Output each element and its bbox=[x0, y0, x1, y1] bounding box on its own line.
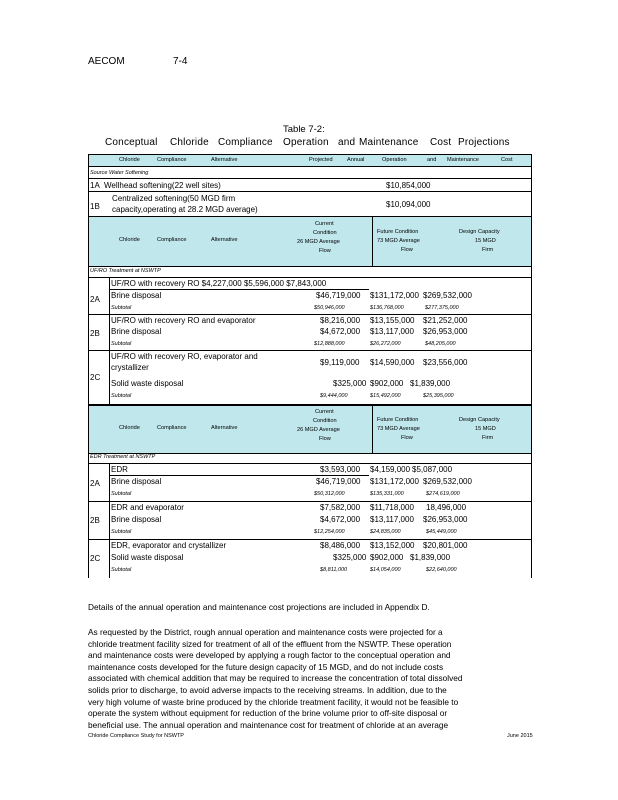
row-val: $13,155,000 bbox=[370, 316, 415, 325]
row-val: $902,000 bbox=[370, 553, 404, 562]
footer-study: Chloride Compliance Study for NSWTP bbox=[88, 733, 184, 739]
row-val: $45,449,000 bbox=[426, 529, 457, 535]
row-desc: Centralized softening(50 MGD firm bbox=[112, 194, 236, 203]
company-name: AECOM bbox=[88, 56, 125, 67]
row-val: $274,619,000 bbox=[426, 491, 460, 497]
title-word: Projections bbox=[458, 137, 510, 148]
row-val: $8,811,000 bbox=[320, 567, 348, 573]
subtotal-label: Subtotal bbox=[111, 305, 132, 311]
row-val: $48,205,000 bbox=[425, 341, 456, 347]
row-val: $9,119,000 bbox=[320, 358, 360, 367]
row-val: $4,672,000 bbox=[320, 327, 361, 336]
cost-table bbox=[88, 154, 532, 578]
row-val: $22,640,000 bbox=[426, 567, 457, 573]
row-val: $4,159,000 bbox=[370, 465, 411, 474]
title-word: Maintenance bbox=[359, 137, 419, 148]
footer-date: June 2015 bbox=[507, 733, 533, 739]
row-val: $1,839,000 bbox=[410, 553, 451, 562]
page-number: 7-4 bbox=[173, 56, 188, 67]
row-val: $13,117,000 bbox=[370, 327, 414, 336]
row-id: 2B bbox=[90, 516, 100, 525]
row-val: $46,719,000 bbox=[316, 477, 361, 486]
subtotal-label: Subtotal bbox=[111, 491, 132, 497]
row-desc: Wellhead softening(22 well sites) bbox=[104, 181, 221, 190]
row-val: $26,953,000 bbox=[423, 515, 468, 524]
row-val: $23,556,000 bbox=[423, 358, 468, 367]
row-val: $21,252,000 bbox=[423, 316, 468, 325]
row-desc: Brine disposal bbox=[111, 477, 162, 486]
row-val: $269,532,000 bbox=[423, 291, 472, 300]
title-word: Cost bbox=[430, 137, 452, 148]
row-val: $135,331,000 bbox=[370, 491, 404, 497]
row-val: $4,672,000 bbox=[320, 515, 361, 524]
section-label: Source Water Softening bbox=[90, 170, 149, 176]
row-val: $12,254,000 bbox=[314, 529, 345, 535]
row-desc: EDR, evaporator and crystallizer bbox=[111, 541, 227, 550]
row-val: $5,087,000 bbox=[412, 465, 453, 474]
row-val: $131,172,000 bbox=[370, 477, 419, 486]
row-val: $8,486,000 bbox=[320, 541, 361, 550]
row-desc: Brine disposal bbox=[111, 291, 162, 300]
row-val: $46,719,000 bbox=[316, 291, 361, 300]
row-desc: Brine disposal bbox=[111, 515, 162, 524]
row-id: 1B bbox=[90, 202, 100, 211]
row-val: 18,496,000 bbox=[426, 503, 467, 512]
title-word: Conceptual bbox=[105, 137, 158, 148]
row-val: $1,839,000 bbox=[410, 379, 451, 388]
title-word: Operation bbox=[283, 137, 329, 148]
subtotal-label: Subtotal bbox=[111, 567, 132, 573]
appendix-sentence: Details of the annual operation and maintenance cost projections are included in Appendix D. bbox=[88, 602, 430, 612]
row-val: $15,492,000 bbox=[370, 393, 401, 399]
row-val: $11,718,000 bbox=[370, 503, 414, 512]
title-word: Compliance bbox=[218, 137, 273, 148]
row-val: $13,152,000 bbox=[370, 541, 415, 550]
row-val: $26,272,000 bbox=[370, 341, 401, 347]
row-val: $50,946,000 bbox=[314, 305, 345, 311]
column-header-bar: Chloride Compliance Alternative Current Condition 26 MGD Average Flow Future Condition 73 MGD Average Flow Design Capacity 15 MGD Firm bbox=[88, 216, 532, 267]
row-val: $25,395,000 bbox=[423, 393, 454, 399]
row-val: $20,801,000 bbox=[423, 541, 468, 550]
row-val: $13,117,000 bbox=[370, 515, 414, 524]
row-val: $3,593,000 bbox=[320, 465, 361, 474]
row-val: $131,172,000 bbox=[370, 291, 419, 300]
title-word: Chloride bbox=[170, 137, 209, 148]
row-desc: Solid waste disposal bbox=[111, 379, 184, 388]
row-desc: Brine disposal bbox=[111, 327, 162, 336]
row-id: 2B bbox=[90, 329, 100, 338]
row-cost: $10,094,000 bbox=[386, 200, 431, 209]
table-label: Table 7-2: bbox=[283, 124, 325, 135]
row-val: $902,000 bbox=[370, 379, 404, 388]
row-val: $9,444,000 bbox=[320, 393, 348, 399]
row-id: 2A bbox=[90, 295, 100, 304]
row-desc: capacity,operating at 28.2 MGD average) bbox=[112, 205, 258, 214]
row-val: $277,375,000 bbox=[425, 305, 459, 311]
row-desc: Solid waste disposal bbox=[111, 553, 184, 562]
row-desc: UF/RO with recovery RO $4,227,000 $5,596,000 $7,843,000 bbox=[111, 279, 327, 288]
row-val: $24,835,000 bbox=[370, 529, 401, 535]
row-val: $8,216,000 bbox=[320, 316, 361, 325]
row-val: $14,590,000 bbox=[370, 358, 415, 367]
row-id: 2C bbox=[90, 554, 101, 563]
subtotal-label: Subtotal bbox=[111, 529, 132, 535]
title-word: and bbox=[338, 137, 356, 148]
row-val: $26,953,000 bbox=[423, 327, 468, 336]
row-val: $136,768,000 bbox=[370, 305, 404, 311]
row-desc: UF/RO with recovery RO and evaporator bbox=[111, 316, 256, 325]
section-label: EDR Treatment at NSWTP bbox=[90, 454, 156, 460]
row-val: $14,054,000 bbox=[370, 567, 401, 573]
row-val: $7,582,000 bbox=[320, 503, 361, 512]
column-header-bar: Chloride Compliance Alternative Current Condition 26 MGD Average Flow Future Condition 73 MGD Average Flow Design Capacity 15 MGD Firm bbox=[88, 405, 532, 454]
row-desc: EDR bbox=[111, 465, 128, 474]
row-val: $50,312,000 bbox=[314, 491, 345, 497]
subtotal-label: Subtotal bbox=[111, 393, 132, 399]
row-id: 1A bbox=[90, 181, 100, 190]
section-label: UF/RO Treatment at NSWTP bbox=[90, 268, 161, 274]
subtotal-label: Subtotal bbox=[111, 341, 132, 347]
row-val: $325,000 bbox=[333, 553, 367, 562]
row-desc: crystallizer bbox=[111, 363, 149, 372]
column-header-bar: Chloride Compliance Alternative Projected Annual Operation and Maintenance Cost bbox=[88, 154, 532, 167]
row-cost: $10,854,000 bbox=[386, 181, 431, 190]
row-id: 2A bbox=[90, 479, 100, 488]
row-val: $325,000 bbox=[333, 379, 367, 388]
row-desc: EDR and evaporator bbox=[111, 503, 184, 512]
row-val: $269,532,000 bbox=[423, 477, 472, 486]
row-desc: UF/RO with recovery RO, evaporator and bbox=[111, 352, 258, 361]
row-id: 2C bbox=[90, 373, 101, 382]
body-paragraph: As requested by the District, rough annual operation and maintenance costs were projected for a chloride treatment facility sized for treatment of all of the effluent from the NSWTP. These operation and maintenance costs were developed by applying a rough factor to the conceptual operation and maintenance costs developed for the future design capacity of 15 MGD, and do not include costs associated with chemical addition that may be required to increase the concentration of total dissolved solids prior to discharge, to avoid adverse impacts to the receiving streams. In addition, due to the very high volume of waste brine produced by the chloride treatment facility, it would not be feasible to operate the system without equipment for reduction of the brine volume prior to off-site disposal or beneficial use. The annual operation and maintenance cost for treatment of chloride at an average bbox=[88, 627, 463, 730]
row-val: $12,888,000 bbox=[314, 341, 345, 347]
